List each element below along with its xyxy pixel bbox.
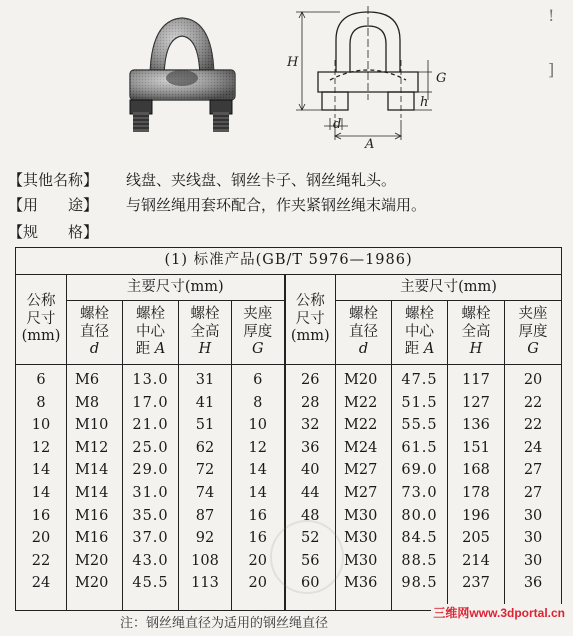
clip-drawing-icon [296,6,432,140]
table-cell: 30 [523,507,543,524]
table-cell: M16 [75,530,109,547]
table-cell: 30 [523,552,543,569]
table-cell: 47.5 [401,372,438,388]
table-cell: 44 [301,484,320,501]
table-cell: 214 [462,552,490,569]
table-cell: M16 [75,507,109,524]
table-cell: 127 [462,394,490,411]
faint-seal-watermark [270,520,344,594]
table-cell: 74 [195,484,215,501]
table-cell: 22 [523,394,543,411]
table-cell: 20 [31,530,51,547]
table-cell: 13.0 [132,372,169,388]
table-cell: M22 [344,394,378,411]
edge-mark: ! [548,6,555,25]
table-cell: 69.0 [401,462,438,479]
col-header-G: 夹座 厚度 G [232,301,285,365]
table-cell: 31 [195,372,215,388]
table-cell: 113 [191,575,219,592]
table-cell: 60 [301,575,320,592]
table-cell: 40 [301,462,320,479]
table-cell: 37.0 [132,530,169,547]
table-cell: 14 [248,484,267,501]
left-H-col [179,365,232,611]
table-cell: 35.0 [132,507,169,524]
col-header-H: 螺栓 全高 H [179,301,232,365]
table-cell: 16 [31,507,51,524]
table-cell: 205 [462,530,490,547]
table-cell: 51.5 [401,394,438,411]
table-cell: 61.5 [401,439,438,456]
left-A-col [123,365,179,611]
info-spec [8,221,126,242]
table-cell: 20 [248,575,267,592]
right-G-col [505,365,562,611]
label-H: H [287,55,299,70]
table-cell: M27 [344,484,378,501]
edge-mark: ] [548,60,555,79]
table-cell: 84.5 [401,530,438,547]
table-cell: 16 [248,507,267,524]
table-title: (1) 标准产品(GB/T 5976—1986) [16,248,562,275]
table-cell: 168 [462,462,490,479]
table-cell: 92 [195,530,215,547]
table-cell: 30 [523,530,543,547]
table-cell: 27 [523,484,543,501]
table-cell: 16 [248,530,267,547]
table-cell: M14 [75,462,109,479]
info-text: 与钢丝绳用套环配合，作夹紧钢丝绳末端用。 [126,196,427,214]
table-cell: 45.5 [132,575,169,592]
left-nominal-col [16,365,67,611]
table-cell: 24 [523,439,543,456]
table-cell: 43.0 [132,552,169,569]
col-header-d: 螺栓 直径 d [67,301,123,365]
footnote-cut: 注：钢丝绳直径为适用的钢丝绳直径 [120,616,329,631]
table-cell: M14 [75,484,109,501]
table-cell: 28 [301,394,320,411]
table-cell: 36 [523,575,543,592]
table-cell: 41 [195,394,215,411]
table-cell: M27 [344,462,378,479]
table-cell: 56 [301,552,320,569]
table-cell: 55.5 [401,417,438,434]
label-h: h [420,95,429,110]
table-cell: M20 [344,372,378,388]
main-dim-header: 主要尺寸(mm) [336,275,562,301]
table-cell: 151 [462,439,490,456]
table-cell: M30 [344,507,378,524]
label-d: d [333,117,342,132]
clip-illustrations [0,0,573,160]
col-header-A: 螺栓 中心 距 A [392,301,448,365]
table-cell: M36 [344,575,378,592]
table-cell: 88.5 [401,552,438,569]
right-d-col [336,365,392,611]
table-cell: M22 [344,417,378,434]
table-cell: 117 [462,372,490,388]
table-cell: 6 [253,372,263,388]
clip-photo-icon [130,18,235,132]
site-watermark: 三维网www.3dportal.cn [433,606,565,620]
table-cell: M6 [75,372,100,388]
table-cell: 17.0 [132,394,169,411]
table-cell: 29.0 [132,462,169,479]
info-label: 【其他名称】 [8,171,99,189]
table-cell: M20 [75,552,109,569]
info-usage [8,194,426,215]
table-cell: 26 [301,372,320,388]
table-cell: 52 [301,530,320,547]
table-cell: M30 [344,530,378,547]
right-A-col [392,365,448,611]
info-label: 【规 格】 [8,223,99,241]
table-cell: 98.5 [401,575,438,592]
table-cell: M12 [75,439,109,456]
table-cell: 20 [248,552,267,569]
table-cell: 12 [31,439,51,456]
table-cell: 80.0 [401,507,438,524]
table-cell: 31.0 [132,484,169,501]
table-cell: 8 [253,394,263,411]
table-cell: M10 [75,417,109,434]
table-cell: 136 [462,417,490,434]
table-cell: 87 [195,507,215,524]
table-cell: M24 [344,439,378,456]
table-cell: 237 [462,575,490,592]
table-cell: 178 [462,484,490,501]
info-other-names [8,169,396,190]
col-header-G: 夹座 厚度 G [505,301,562,365]
table-cell: M30 [344,552,378,569]
table-cell: 72 [195,462,215,479]
label-G: G [436,71,447,86]
right-H-col [448,365,505,611]
table-cell: 14 [31,462,51,479]
info-text: 线盘、夹线盘、钢丝卡子、钢丝绳轧头。 [126,171,397,189]
table-cell: 10 [248,417,267,434]
table-cell: 108 [191,552,219,569]
table-cell: 48 [301,507,320,524]
table-cell: 22 [31,552,51,569]
table-cell: 32 [301,417,320,434]
table-cell: 24 [31,575,51,592]
col-header-H: 螺栓 全高 H [448,301,505,365]
table-cell: 27 [523,462,543,479]
label-A: A [365,137,375,152]
info-label: 【用 途】 [8,196,99,214]
table-cell: 51 [195,417,215,434]
table-cell: 73.0 [401,484,438,501]
table-cell: 14 [248,462,267,479]
table-cell: 20 [523,372,543,388]
nominal-size-header: 公称 尺寸 (mm) [285,275,336,365]
table-cell: 14 [31,484,51,501]
table-cell: 12 [248,439,267,456]
table-cell: 8 [36,394,46,411]
table-cell: 196 [462,507,490,524]
left-d-col [67,365,123,611]
table-cell: M20 [75,575,109,592]
col-header-d: 螺栓 直径 d [336,301,392,365]
table-cell: 25.0 [132,439,169,456]
nominal-size-header: 公称 尺寸 (mm) [16,275,67,365]
table-cell: 6 [36,372,46,388]
table-cell: M8 [75,394,100,411]
main-dim-header: 主要尺寸(mm) [67,275,285,301]
col-header-A: 螺栓 中心 距 A [123,301,179,365]
table-cell: 10 [31,417,51,434]
table-cell: 62 [195,439,215,456]
table-cell: 21.0 [132,417,169,434]
table-cell: 22 [523,417,543,434]
table-cell: 36 [301,439,320,456]
